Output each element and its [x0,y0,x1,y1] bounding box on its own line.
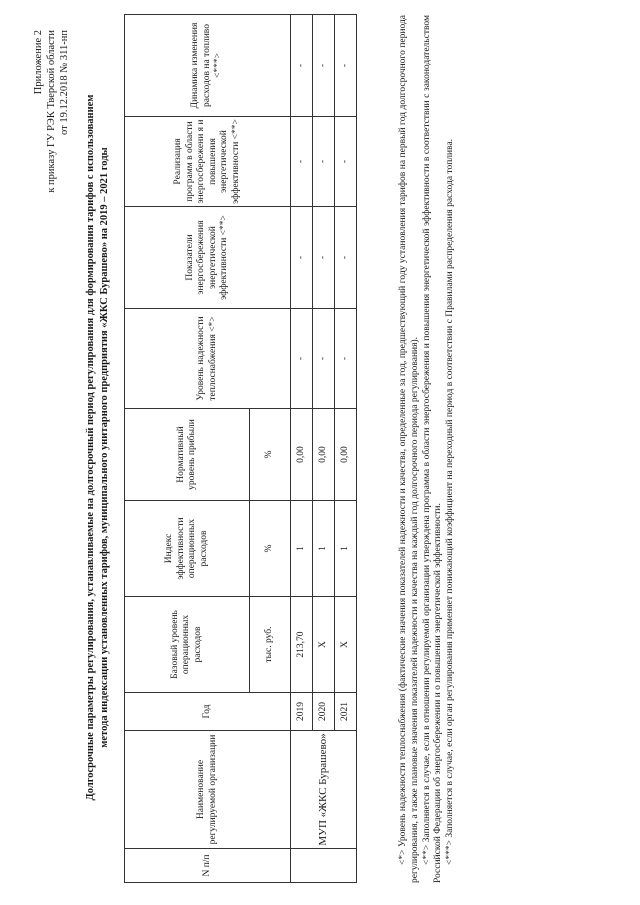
cell-base-opex: Х [313,597,335,693]
cell-programs: - [313,117,335,207]
cell-efficiency-index: 1 [291,501,313,597]
cell-fuel-dynamics: - [291,15,313,117]
cell-organization: МУП «ЖКС Бурашево» [291,731,357,849]
footnotes [398,15,457,883]
footnote: <***> Заполняется в случае, если орган регулирования применяет понижающий коэффициент на переходный период в соответствии с Правилами распределения расхода топлива. [445,138,456,865]
cell-number [291,849,357,883]
header-row [125,15,250,883]
cell-fuel-dynamics: - [335,15,357,117]
header-base-opex: Базовый уровень операционных расходов [125,597,250,693]
cell-profit: 0,00 [335,409,357,501]
header-number: N п/п [125,849,291,883]
unit-profit: % [250,409,291,501]
cell-fuel-dynamics: - [313,15,335,117]
unit-efficiency-index: % [250,501,291,597]
footnote: <*> Уровень надежности теплоснабжения (фактические значения показателей надежности и качества, определенные за год, предшествующий году установления тарифов на первый год долгосрочного периода регулирования, а также плановые значения показателей надежности и качества на каждый год долгосрочного периода регулирования). [398,15,420,883]
cell-efficiency-index: 1 [335,501,357,597]
cell-programs: - [335,117,357,207]
cell-profit: 0,00 [313,409,335,501]
appendix-line: Приложение 2 [33,30,44,95]
cell-year: 2019 [291,693,313,731]
cell-base-opex: 213,70 [291,597,313,693]
cell-profit: 0,00 [291,409,313,501]
cell-energy-indicators: - [335,207,357,309]
header-profit: Нормативный уровень прибыли [125,409,250,501]
parameters-table [124,14,357,883]
header-programs: Реализация программ в области энергосбережени я и повышения энергетической эффективности <**> [125,117,291,207]
cell-programs: - [291,117,313,207]
header-year: Год [125,693,291,731]
cell-base-opex: Х [335,597,357,693]
cell-energy-indicators: - [313,207,335,309]
order-date: от 19.12.2018 № 311-нп [59,30,70,135]
cell-efficiency-index: 1 [313,501,335,597]
header-efficiency-index: Индекс эффективности операционных расходов [125,501,250,597]
unit-base-opex: тыс. руб. [250,597,291,693]
title-line: метода индексации установленных тарифов, муниципального унитарного предприятия «ЖКС Бурашево» на 2019 – 2021 годы [99,147,110,748]
header-energy-indicators: Показатели энергосбережения энергетической эффективности <**> [125,207,291,309]
cell-reliability: - [335,309,357,409]
appendix-header [32,30,71,193]
title-line: Долгосрочные параметры регулирования, устанавливаемые на долгосрочный период регулирования для формирования тарифов с использованием [85,94,96,801]
order-reference: к приказу ГУ РЭК Тверской области [46,30,57,193]
cell-energy-indicators: - [291,207,313,309]
document-title [84,30,112,865]
cell-reliability: - [313,309,335,409]
header-reliability: Уровень надежности теплоснабжения <*> [125,309,291,409]
cell-year: 2021 [335,693,357,731]
table-row [291,15,313,883]
cell-year: 2020 [313,693,335,731]
footnote: <**> Заполняется в случае, если в отношении регулируемой организации утверждена программа в области энергосбережения и повышения энергетической эффективности в соответствии с законодательством Российской Федерации об энергосбережении и о повышении энергетической эффективности. [421,15,444,883]
header-organization: Наименование регулируемой организации [125,731,291,849]
cell-reliability: - [291,309,313,409]
header-fuel-dynamics: Динамика изменения расходов на топливо <***> [125,15,291,117]
